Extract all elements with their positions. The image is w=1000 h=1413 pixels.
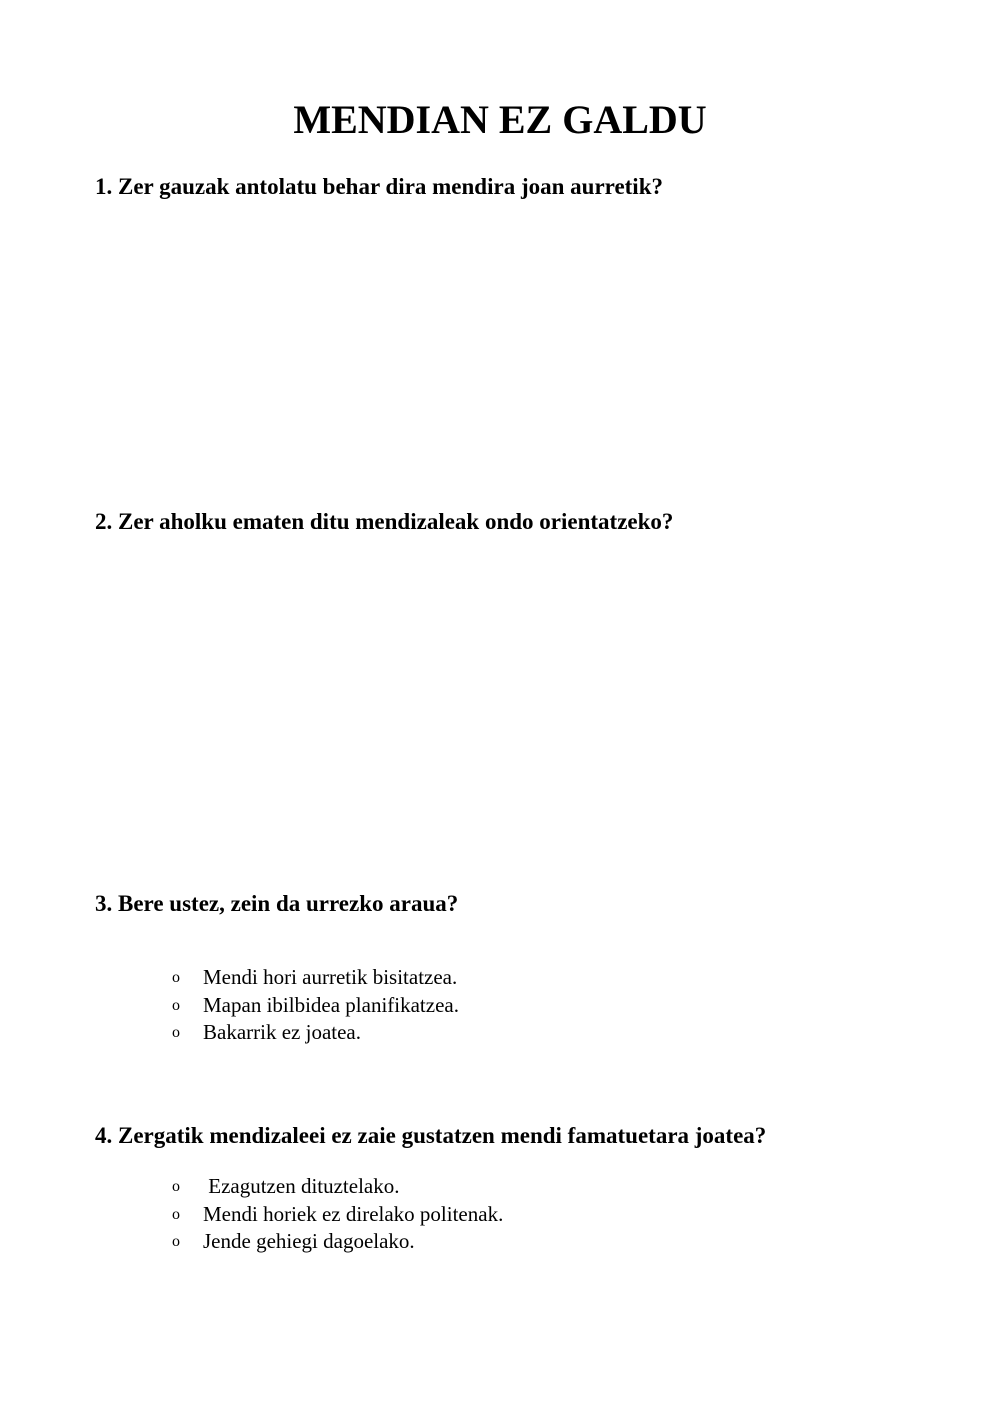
radio-bullet-icon: o — [172, 1205, 180, 1223]
option-4b[interactable] — [172, 1201, 503, 1229]
radio-bullet-icon: o — [172, 1024, 180, 1041]
option-4a[interactable] — [172, 1173, 503, 1201]
question-2: 2. Zer aholku ematen ditu mendizaleak ondo orientatzeko? — [95, 509, 674, 534]
option-label: Bakarrik ez joatea. — [203, 1020, 361, 1044]
option-label: Jende gehiegi dagoelako. — [203, 1229, 415, 1253]
question-1: 1. Zer gauzak antolatu behar dira mendira joan aurretik? — [95, 174, 663, 199]
option-4c[interactable] — [172, 1228, 503, 1256]
option-3b[interactable] — [172, 992, 459, 1020]
option-label: Ezagutzen dituztelako. — [203, 1174, 400, 1198]
option-3c[interactable] — [172, 1019, 459, 1047]
option-label: Mendi hori aurretik bisitatzea. — [203, 965, 458, 989]
worksheet-title: MENDIAN EZ GALDU — [293, 97, 707, 142]
radio-bullet-icon: o — [172, 1178, 180, 1195]
option-label: Mendi horiek ez direlako politenak. — [203, 1201, 504, 1226]
radio-bullet-icon: o — [172, 969, 180, 986]
radio-bullet-icon: o — [172, 1233, 180, 1250]
option-3a[interactable] — [172, 964, 459, 992]
radio-bullet-icon: o — [172, 996, 180, 1014]
question-4-options — [172, 1173, 503, 1256]
option-label: Mapan ibilbidea planifikatzea. — [203, 992, 459, 1017]
question-3-options — [172, 964, 459, 1047]
question-4: 4. Zergatik mendizaleei ez zaie gustatzen mendi famatuetara joatea? — [95, 1123, 767, 1148]
answer-area-2[interactable] — [95, 540, 905, 880]
answer-area-1[interactable] — [95, 205, 905, 500]
question-3: 3. Bere ustez, zein da urrezko araua? — [95, 891, 459, 916]
